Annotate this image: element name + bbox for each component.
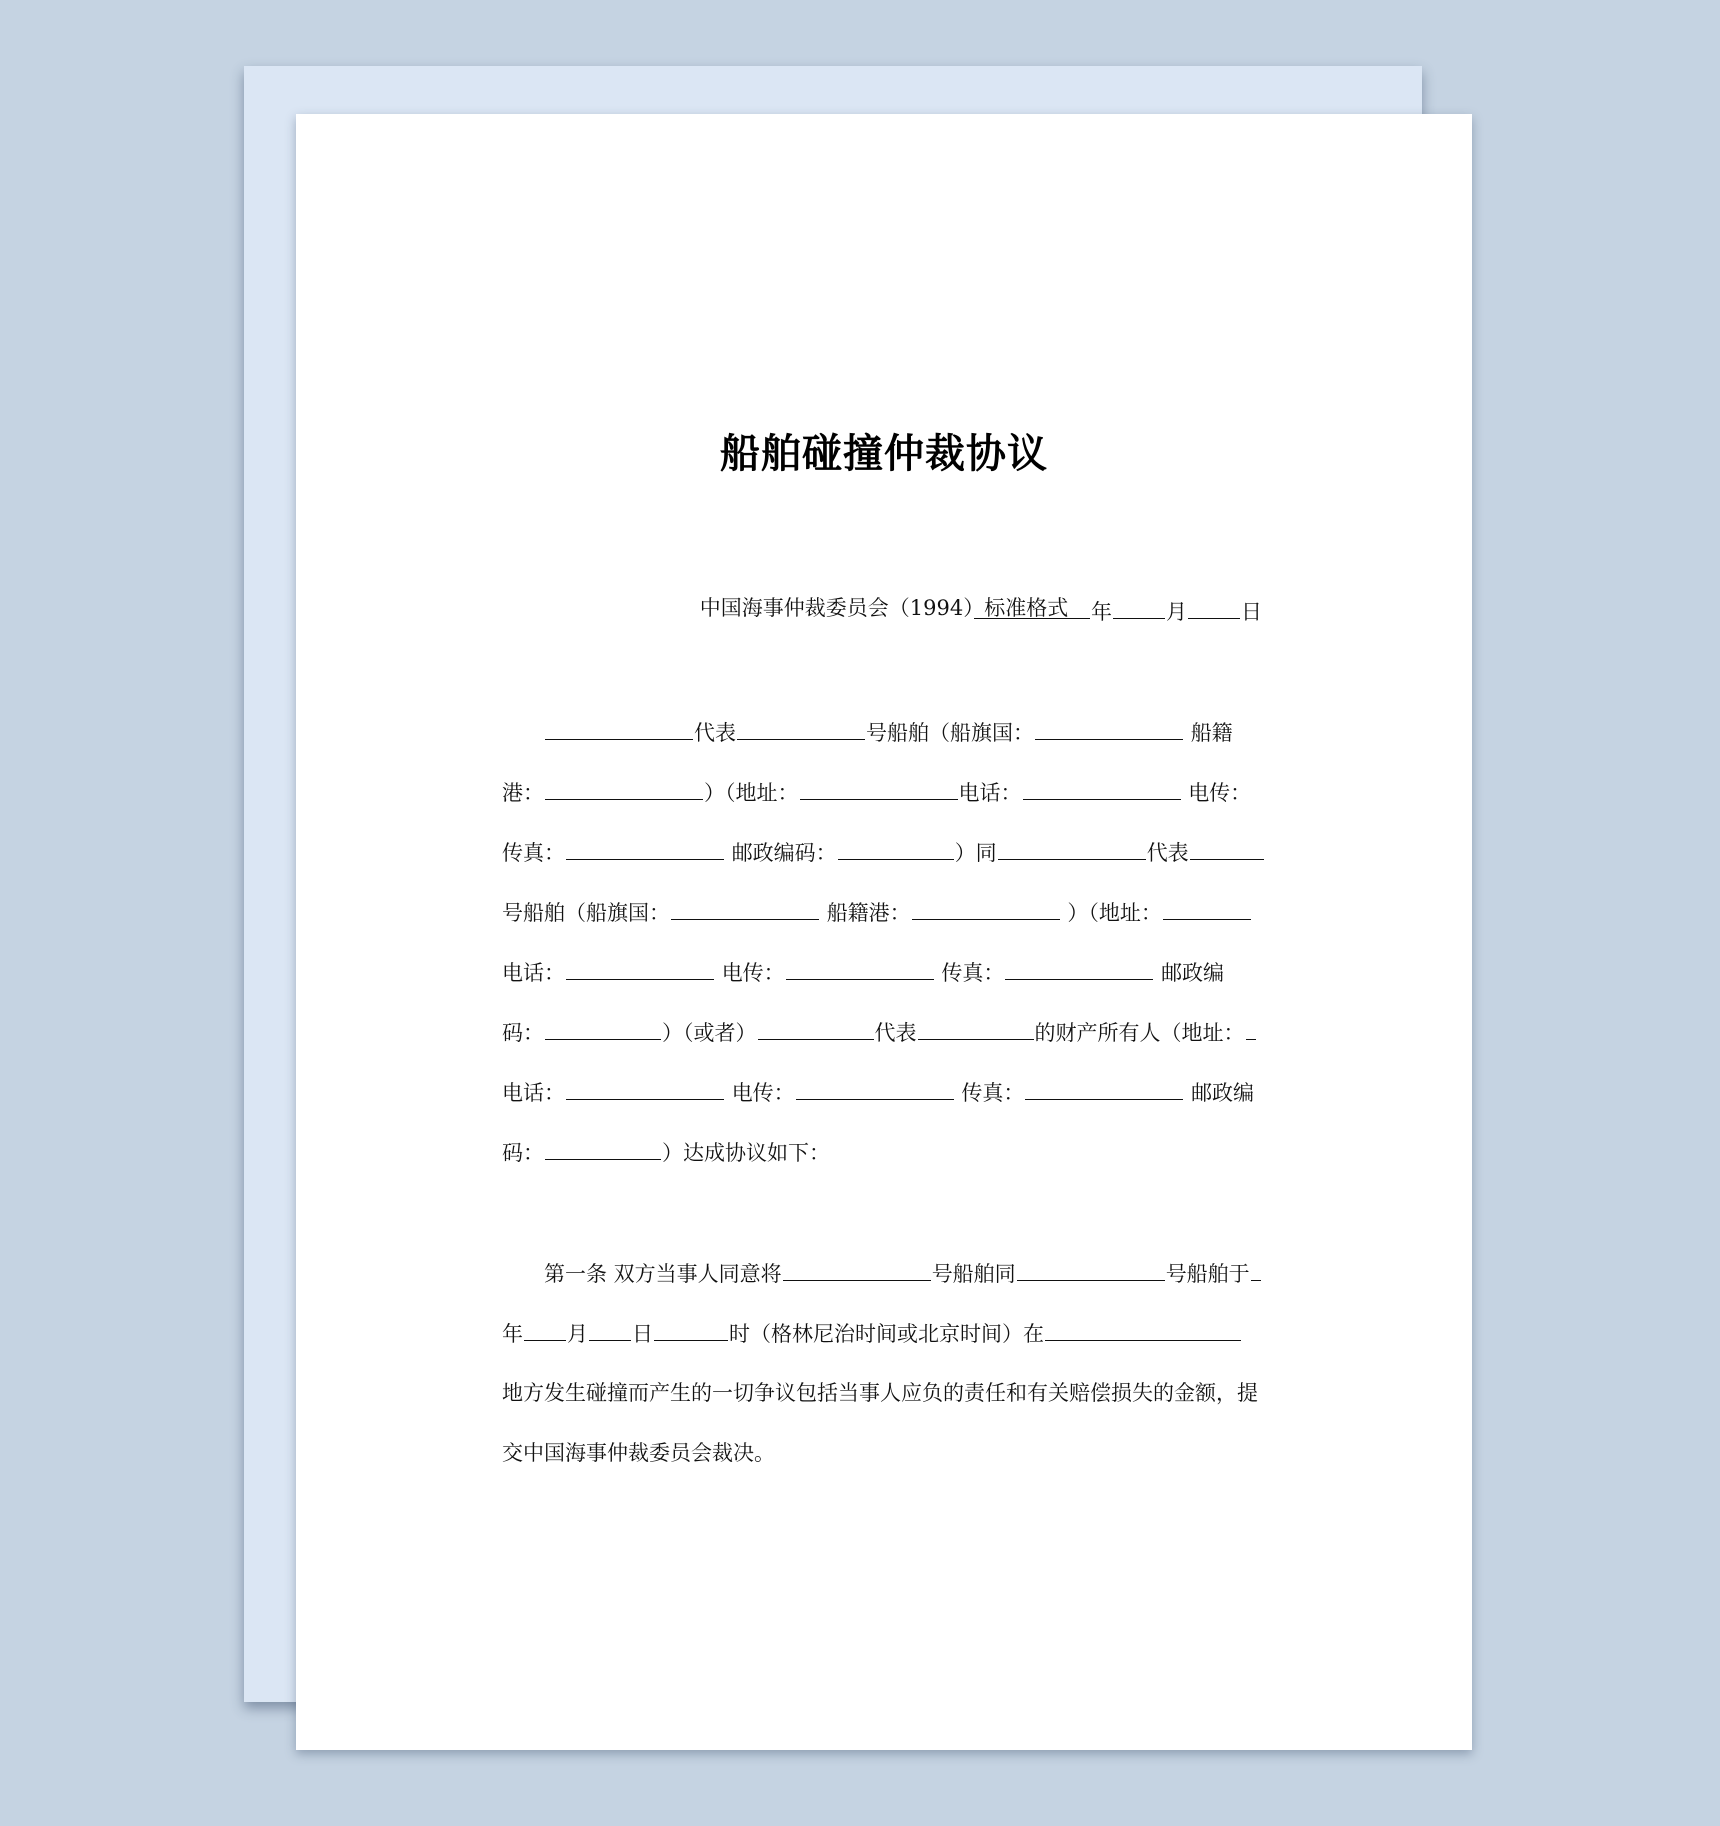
article1-line-1: 第一条 双方当事人同意将 号船舶同 号船舶于	[544, 1258, 1262, 1289]
parties-line-7: 电话： 电传： 传真： 邮政编	[502, 1077, 1262, 1108]
parties-line-2: 港： ）（地址： 电话： 电传：	[502, 777, 1262, 808]
blank-field[interactable]	[1023, 777, 1181, 800]
document-subtitle: 中国海事仲裁委员会（1994）标准格式	[699, 596, 1069, 620]
blank-field[interactable]	[1163, 897, 1251, 920]
parties-line-3: 传真： 邮政编码： ）同 代表	[502, 837, 1262, 868]
blank-field[interactable]	[918, 1017, 1034, 1040]
month-blank[interactable]	[1113, 596, 1165, 619]
blank-field[interactable]	[545, 777, 703, 800]
document-page	[296, 114, 1472, 1750]
blank-field[interactable]	[758, 1017, 874, 1040]
blank-field[interactable]	[912, 897, 1060, 920]
blank-field[interactable]	[1025, 1077, 1183, 1100]
blank-field[interactable]	[566, 837, 724, 860]
blank-field[interactable]	[1045, 1318, 1241, 1341]
blank-field[interactable]	[783, 1258, 931, 1281]
date-line: 年 月 日	[502, 596, 1262, 627]
blank-field[interactable]	[545, 717, 693, 740]
day-blank[interactable]	[1188, 596, 1240, 619]
article1-line-4: 交中国海事仲裁委员会裁决。	[502, 1441, 775, 1465]
parties-line-1: 代表 号船舶（船旗国： 船籍	[544, 717, 1262, 748]
document-title: 船舶碰撞仲裁协议	[720, 431, 1048, 477]
blank-field[interactable]	[1190, 837, 1264, 860]
article1-line-3: 地方发生碰撞而产生的一切争议包括当事人应负的责任和有关赔偿损失的金额，提	[502, 1381, 1258, 1405]
blank-field[interactable]	[796, 1077, 954, 1100]
blank-field[interactable]	[671, 897, 819, 920]
blank-field[interactable]	[1005, 957, 1153, 980]
blank-field[interactable]	[800, 777, 958, 800]
parties-line-4: 号船舶（船旗国： 船籍港： ）（地址：	[502, 897, 1262, 928]
blank-field[interactable]	[654, 1318, 728, 1341]
article1-line-2: 年 月 日 时（格林尼治时间或北京时间）在	[502, 1318, 1262, 1349]
blank-field[interactable]	[737, 717, 865, 740]
parties-line-5: 电话： 电传： 传真： 邮政编	[502, 957, 1262, 988]
blank-field[interactable]	[545, 1017, 661, 1040]
blank-field[interactable]	[838, 837, 954, 860]
blank-field[interactable]	[566, 957, 714, 980]
parties-line-8: 码： ）达成协议如下：	[502, 1137, 1262, 1168]
blank-field[interactable]	[566, 1077, 724, 1100]
blank-field[interactable]	[545, 1137, 661, 1160]
blank-field[interactable]	[998, 837, 1146, 860]
blank-field[interactable]	[786, 957, 934, 980]
blank-field[interactable]	[524, 1318, 566, 1341]
blank-field[interactable]	[1035, 717, 1183, 740]
blank-field[interactable]	[1251, 1258, 1261, 1281]
blank-field[interactable]	[1246, 1017, 1256, 1040]
year-blank[interactable]	[974, 596, 1090, 619]
blank-field[interactable]	[589, 1318, 631, 1341]
blank-field[interactable]	[1017, 1258, 1165, 1281]
parties-line-6: 码： ）（或者） 代表 的财产所有人（地址：	[502, 1017, 1262, 1048]
